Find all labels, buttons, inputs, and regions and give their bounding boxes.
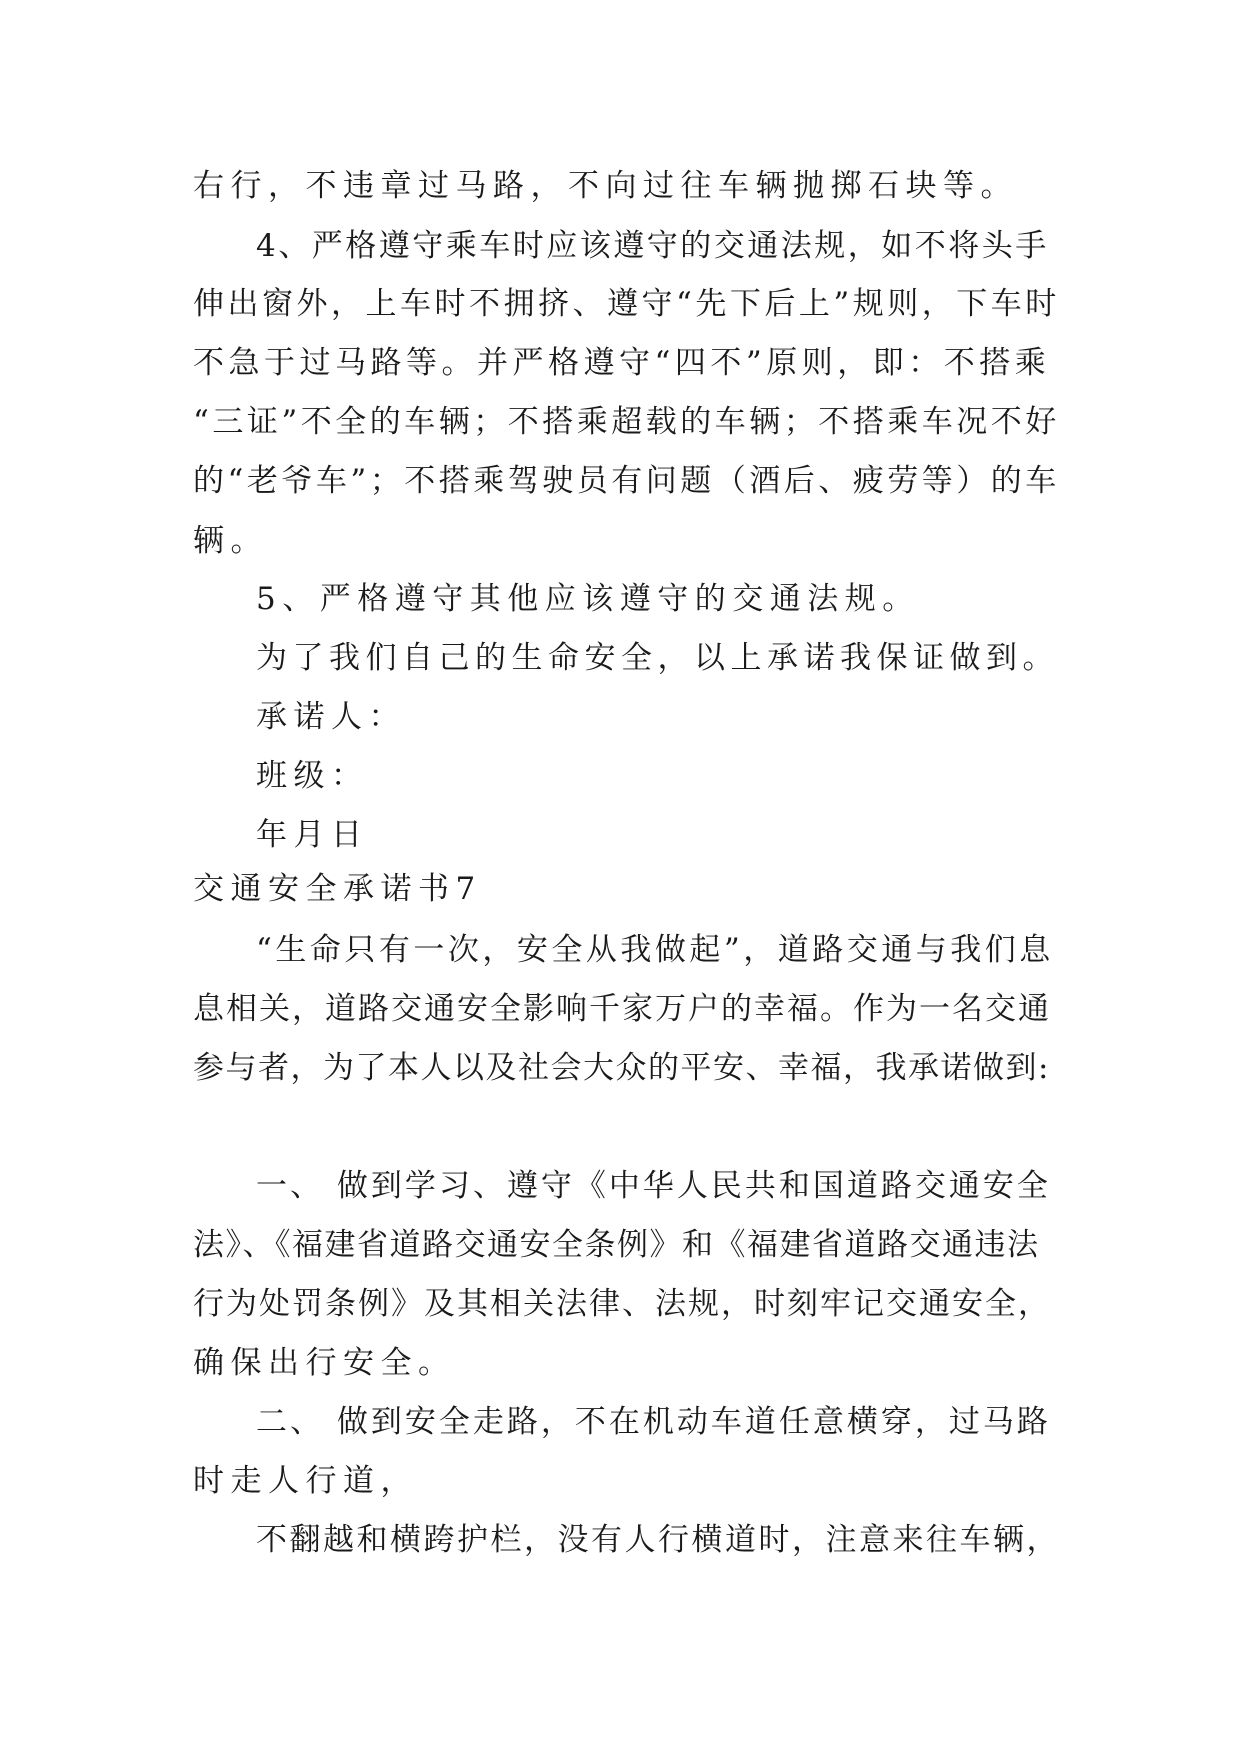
signatory-label: 承诺人： [256, 699, 406, 735]
class-label: 班级： [256, 758, 369, 794]
text-line: 为了我们自己的生命安全，以上承诺我保证做到。 [256, 640, 1059, 676]
text-line: 辆。 [193, 523, 268, 559]
text-line: 二、 做到安全走路，不在机动车道任意横穿，过马路 [256, 1404, 1051, 1440]
text-line: 右行，不违章过马路，不向过往车辆抛掷石块等。 [193, 168, 1018, 204]
section-heading: 交通安全承诺书7 [193, 871, 482, 907]
text-line: 不翻越和横跨护栏，没有人行横道时，注意来往车辆， [256, 1522, 1060, 1558]
text-line: 一、 做到学习、遵守《中华人民共和国道路交通安全 [256, 1168, 1051, 1204]
date-label: 年月日 [256, 817, 369, 853]
text-line: 法》、《福建省道路交通安全条例》和《福建省道路交通违法 [193, 1227, 1040, 1263]
text-line: 息相关，道路交通安全影响千家万户的幸福。作为一名交通 [193, 991, 1051, 1027]
text-line: 不急于过马路等。并严格遵守“四不”原则，即：不搭乘 [193, 345, 1051, 381]
text-line: 伸出窗外，上车时不拥挤、遵守“先下后上”规则，下车时 [193, 286, 1060, 322]
text-line: “三证”不全的车辆；不搭乘超载的车辆；不搭乘车况不好 [193, 404, 1060, 440]
text-line: “生命只有一次，安全从我做起”，道路交通与我们息 [256, 932, 1054, 968]
text-line: 确保出行安全。 [193, 1345, 456, 1381]
text-line: 5、严格遵守其他应该遵守的交通法规。 [256, 581, 920, 617]
text-line: 4、严格遵守乘车时应该遵守的交通法规，如不将头手 [256, 228, 1049, 264]
text-line: 的“老爷车”；不搭乘驾驶员有问题（酒后、疲劳等）的车 [193, 463, 1060, 499]
text-line: 时走人行道， [193, 1463, 418, 1499]
text-line: 行为处罚条例》及其相关法律、法规，时刻牢记交通安全， [193, 1286, 1051, 1322]
text-line: 参与者，为了本人以及社会大众的平安、幸福，我承诺做到: [193, 1050, 1050, 1086]
